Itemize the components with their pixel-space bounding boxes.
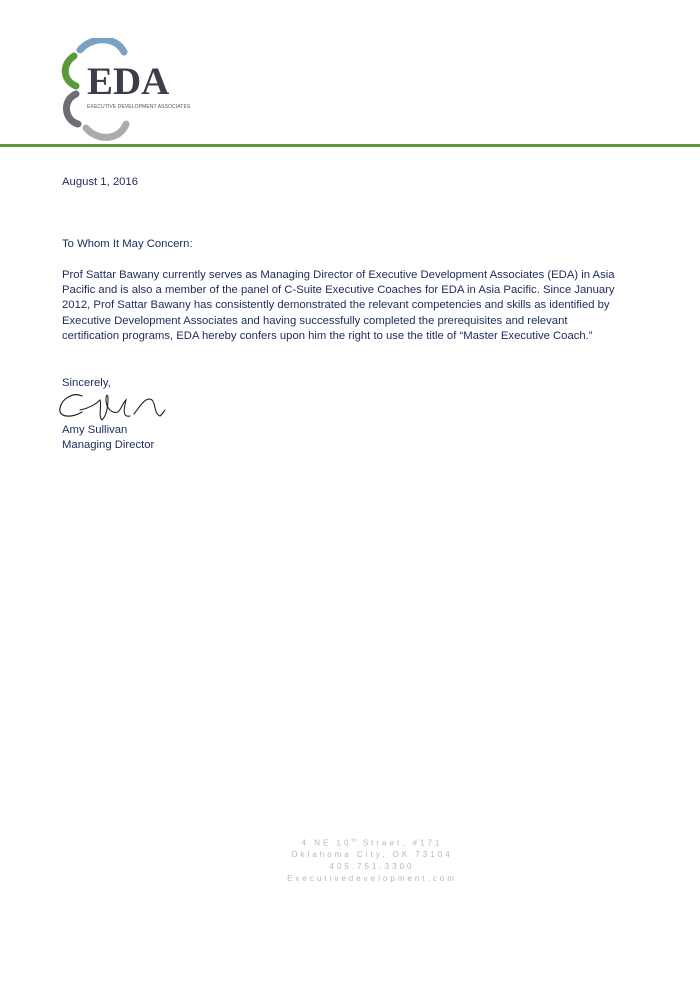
footer-website: Executivedevelopment.com [287, 874, 457, 884]
body-line: 2012, Prof Sattar Bawany has consistently demonstrated the relevant competencies and skills as identified by [62, 299, 610, 312]
footer-phone: 405.751.3300 [329, 862, 415, 872]
letter-body [62, 268, 642, 344]
body-line: Prof Sattar Bawany currently serves as Managing Director of Executive Development Associates (EDA) in Asia [62, 269, 615, 281]
logo-title: EDA [87, 60, 170, 103]
address-street [0, 836, 700, 849]
closing: Sincerely, [62, 377, 111, 389]
letter-date: August 1, 2016 [62, 176, 139, 188]
street-ordinal: th [351, 838, 358, 844]
street-number: 4 NE 10 [301, 838, 352, 848]
logo-subtitle: EXECUTIVE DEVELOPMENT ASSOCIATES [87, 104, 191, 110]
salutation: To Whom It May Concern: [62, 238, 193, 250]
signer-name: Amy Sullivan [62, 424, 128, 436]
footer-address [0, 836, 700, 885]
signer-title: Managing Director [62, 439, 155, 451]
street-rest: Street, #171 [357, 838, 443, 848]
header-divider [0, 144, 700, 147]
eda-logo [58, 38, 191, 142]
body-line: Executive Development Associates and having successfully completed the prerequisites and relevant [62, 314, 568, 327]
body-line: certification programs, EDA hereby confers upon him the right to use the title of “Master Executive Coach.” [62, 329, 593, 342]
body-line: Pacific and is also a member of the panel of C-Suite Executive Coaches for EDA in Asia Pacific. Since January [62, 284, 615, 297]
signature-image [56, 386, 166, 428]
address-city: Oklahoma City, OK 73104 [291, 850, 453, 860]
